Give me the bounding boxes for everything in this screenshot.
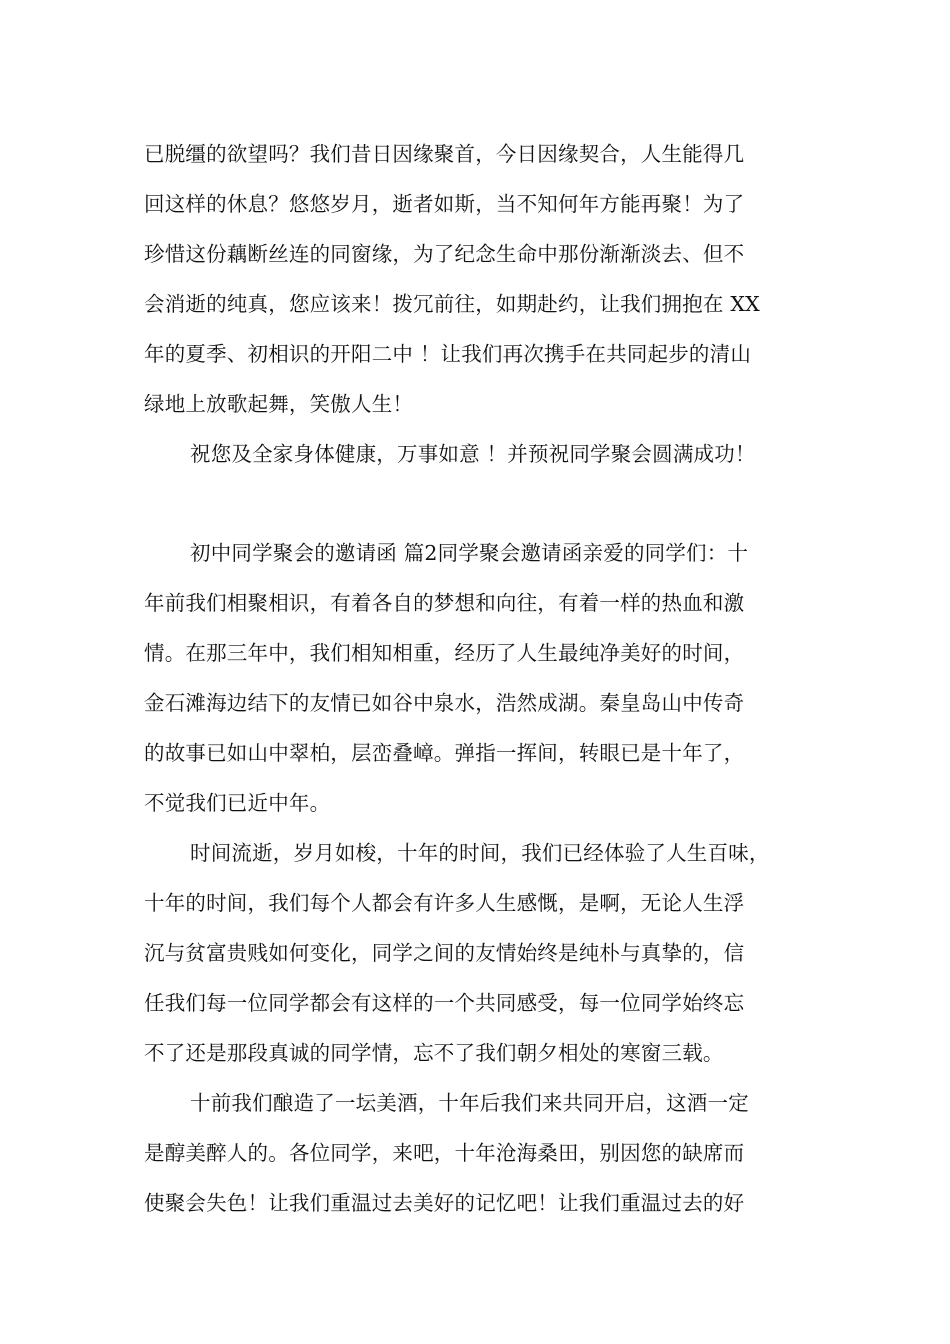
text-line: 的故事已如山中翠柏，层峦叠嶂。弹指一挥间，转眼已是十年了， <box>144 741 745 765</box>
text-line: 年的夏季、初相识的开阳二中 ！让我们再次携手在共同起步的清山 <box>144 342 752 366</box>
text-line: 初中同学聚会的邀请函 篇2同学聚会邀请函亲爱的同学们：十 <box>190 541 749 565</box>
text-line: 年前我们相聚相识，有着各自的梦想和向往，有着一样的热血和激 <box>144 591 745 615</box>
text-line: 不觉我们已近中年。 <box>144 791 331 815</box>
text-line: 任我们每一位同学都会有这样的一个共同感受，每一位同学始终忘 <box>144 991 745 1015</box>
text-line: 珍惜这份藕断丝连的同窗缘，为了纪念生命中那份渐渐淡去、但不 <box>144 242 745 266</box>
text-line: 金石滩海边结下的友情已如谷中泉水，浩然成湖。秦皇岛山中传奇 <box>144 691 745 715</box>
text-line: 会消逝的纯真，您应该来！拨冗前往，如期赴约，让我们拥抱在 XX <box>144 292 760 316</box>
text-line: 时间流逝，岁月如梭，十年的时间，我们已经体验了人生百味， <box>190 841 770 865</box>
text-line: 绿地上放歌起舞，笑傲人生！ <box>144 392 414 416</box>
text-line: 是醇美醉人的。各位同学，来吧，十年沧海桑田，别因您的缺席而 <box>144 1141 745 1165</box>
text-line: 使聚会失色！让我们重温过去美好的记忆吧！让我们重温过去的好 <box>144 1191 745 1215</box>
text-line: 情。在那三年中，我们相知相重，经历了人生最纯净美好的时间， <box>144 641 745 665</box>
text-line: 已脱缰的欲望吗？我们昔日因缘聚首，今日因缘契合，人生能得几 <box>144 142 745 166</box>
text-line: 祝您及全家身体健康，万事如意 ！并预祝同学聚会圆满成功！ <box>190 442 756 466</box>
text-line: 十前我们酿造了一坛美酒，十年后我们来共同开启，这酒一定 <box>190 1091 749 1115</box>
text-line: 沉与贫富贵贱如何变化，同学之间的友情始终是纯朴与真挚的，信 <box>144 941 745 965</box>
text-line: 回这样的休息？悠悠岁月，逝者如斯，当不知何年方能再聚！为了 <box>144 192 745 216</box>
text-line: 十年的时间，我们每个人都会有许多人生感慨，是啊，无论人生浮 <box>144 891 745 915</box>
text-line: 不了还是那段真诚的同学情，忘不了我们朝夕相处的寒窗三载。 <box>144 1041 724 1065</box>
